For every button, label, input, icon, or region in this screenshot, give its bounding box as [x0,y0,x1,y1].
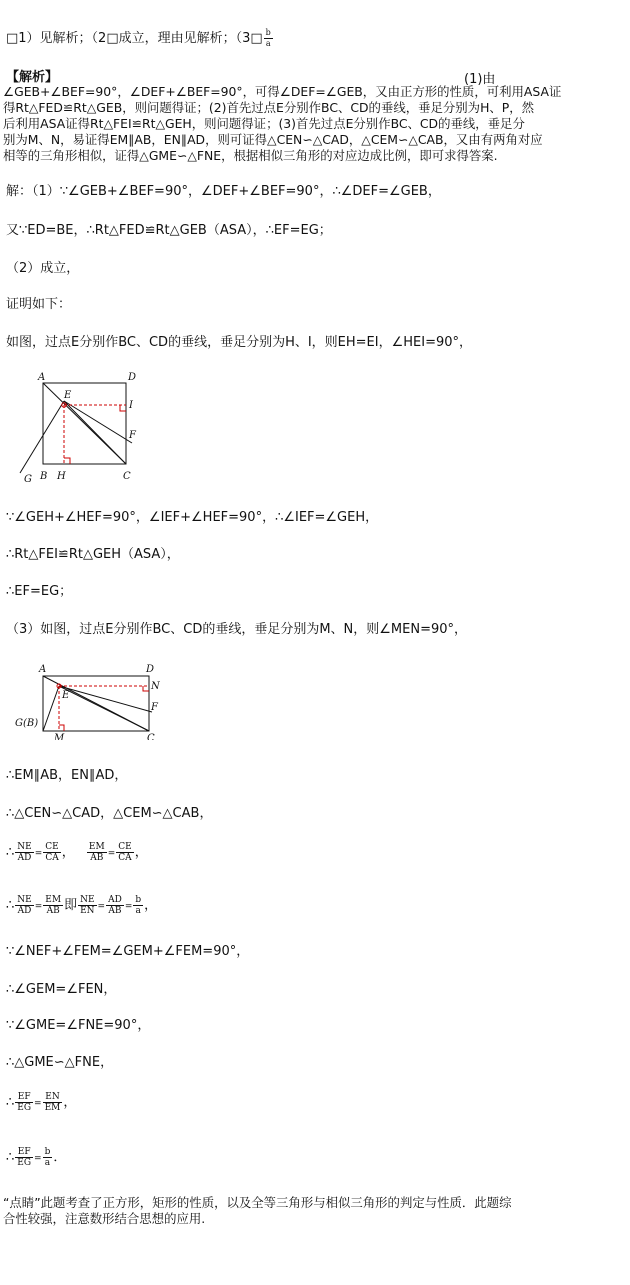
fig2-label-m: M [54,733,65,740]
solution-line-5: 如图，过点E分别作BC、CD的垂线，垂足分别为H、I，则EH=EI，∠HEI=90°， [6,335,473,350]
frac-ne-ad-b: $\frac{NE}{AD}$ [17,895,32,916]
frac-ce-ca-2: $\frac{CE}{CA}$ [118,842,132,863]
analysis-trail: (1)由 [464,72,496,87]
fig2-label-n: N [151,681,160,692]
solution-line-2: 又∵ED=BE，∴Rt△FED≌Rt△GEB（ASA），∴EF=EG； [6,223,332,238]
fig1-label-c: C [123,471,131,482]
solution-line-16: ∵∠GME=∠FNE=90°， [6,1018,151,1033]
frac-en-em: $\frac{EN}{EM}$ [44,1092,61,1113]
frac-ef-eg-2: $\frac{EF}{EG}$ [17,1147,32,1168]
solution-line-18: ∴ $\frac{EF}{EG}$ = $\frac{EN}{EM}$ ， [6,1092,77,1113]
answer-line [6,28,274,49]
analysis-line-1: ∠GEB+∠BEF=90°，∠DEF+∠BEF=90°，可得∠DEF=∠GEB，又由正方形的性质，可利用ASA证 [3,84,562,99]
fig2-label-c: C [147,733,155,740]
frac-em-ab-b: $\frac{EM}{AB}$ [45,895,62,916]
solution-line-13: ∴ $\frac{NE}{AD}$ = $\frac{EM}{AB}$ 即 $\frac{NE}{EN}$ = $\frac{AD}{AB}$ = $\frac{b}{a}$ ， [6,895,158,916]
frac-ne-en: $\frac{NE}{EN}$ [80,895,95,916]
solution-line-15: ∴∠GEM=∠FEN， [6,982,117,997]
solution-line-10: ∴EM∥AB，EN∥AD， [6,768,128,783]
fig2-label-f: F [151,702,158,713]
fig1-label-g: G [24,474,32,485]
solution-line-4: 证明如下： [6,297,72,312]
analysis-line-2: 得Rt△FED≌Rt△GEB，则问题得证；(2)首先过点E分别作BC、CD的垂线，垂足分别为H、P，然 [3,100,535,115]
frac-ne-ad: $\frac{NE}{AD}$ [17,842,32,863]
analysis-heading: 【解析】 [6,70,59,85]
figure-square [12,368,157,486]
fig2-label-d: D [146,664,155,675]
solution-line-12: ∴ $\frac{NE}{AD}$ = $\frac{CE}{CA}$ ， $\frac{EM}{AB}$ = $\frac{CE}{CA}$ ， [6,842,148,863]
solution-line-6: ∵∠GEH+∠HEF=90°，∠IEF+∠HEF=90°，∴∠IEF=∠GEH， [6,510,379,525]
frac-b-a: $\frac{b}{a}$ [135,895,142,916]
analysis-line-4: 别为M、N，易证得EM∥AB，EN∥AD，则可证得△CEN∽△CAD，△CEM∽△CAB，又由有两角对应 [3,132,543,147]
frac-ce-ca: $\frac{CE}{CA}$ [45,842,59,863]
fig1-label-b: B [40,471,48,482]
fig1-label-h: H [57,471,66,482]
solution-line-14: ∵∠NEF+∠FEM=∠GEM+∠FEM=90°， [6,944,250,959]
frac-b-a-2: $\frac{b}{a}$ [44,1147,51,1168]
analysis-line-5: 相等的三角形相似，证得△GME∽△FNE，根据相似三角形的对应边成比例，即可求得答案. [3,148,498,163]
fig1-label-i: I [129,400,133,411]
fig1-label-a: A [38,372,46,383]
fig2-label-e: E [62,690,70,701]
solution-line-9: （3）如图，过点E分别作BC、CD的垂线，垂足分别为M、N，则∠MEN=90°， [6,622,468,637]
solution-line-11: ∴△CEN∽△CAD，△CEM∽△CAB， [6,806,213,821]
comment-line-1: “点睛”此题考查了正方形，矩形的性质，以及全等三角形与相似三角形的判定与性质．此题综 [3,1195,512,1210]
solution-line-1: 解：（1）∵∠GEB+∠BEF=90°，∠DEF+∠BEF=90°，∴∠DEF=∠GEB， [6,184,441,199]
fig2-label-a: A [39,664,47,675]
solution-line-7: ∴Rt△FEI≌Rt△GEH（ASA）， [6,547,180,562]
figure-rectangle [12,660,162,740]
fig1-label-d: D [128,372,137,383]
comment-line-2: 合性较强，注意数形结合思想的应用. [3,1211,206,1226]
fig1-label-f: F [129,430,136,441]
solution-line-17: ∴△GME∽△FNE， [6,1055,114,1070]
solution-line-8: ∴EF=EG； [6,584,73,599]
frac-ad-ab: $\frac{AD}{AB}$ [108,895,122,916]
answer-fraction: $\frac{b}{a}$ [265,28,271,48]
fig2-label-gb: G(B) [15,718,39,729]
analysis-line-3: 后利用ASA证得Rt△FEI≌Rt△GEH，则问题得证；(3)首先过点E分别作BC、CD的垂线，垂足分 [3,116,525,131]
frac-ef-eg: $\frac{EF}{EG}$ [17,1092,32,1113]
frac-em-ab: $\frac{EM}{AB}$ [88,842,105,863]
answer-text: □1）见解析；（2□成立，理由见解析；（3□ [6,31,263,46]
solution-line-19: ∴ $\frac{EF}{EG}$ = $\frac{b}{a}$ ． [6,1147,67,1168]
fig1-label-e: E [64,390,72,401]
solution-line-3: （2）成立， [6,261,80,276]
